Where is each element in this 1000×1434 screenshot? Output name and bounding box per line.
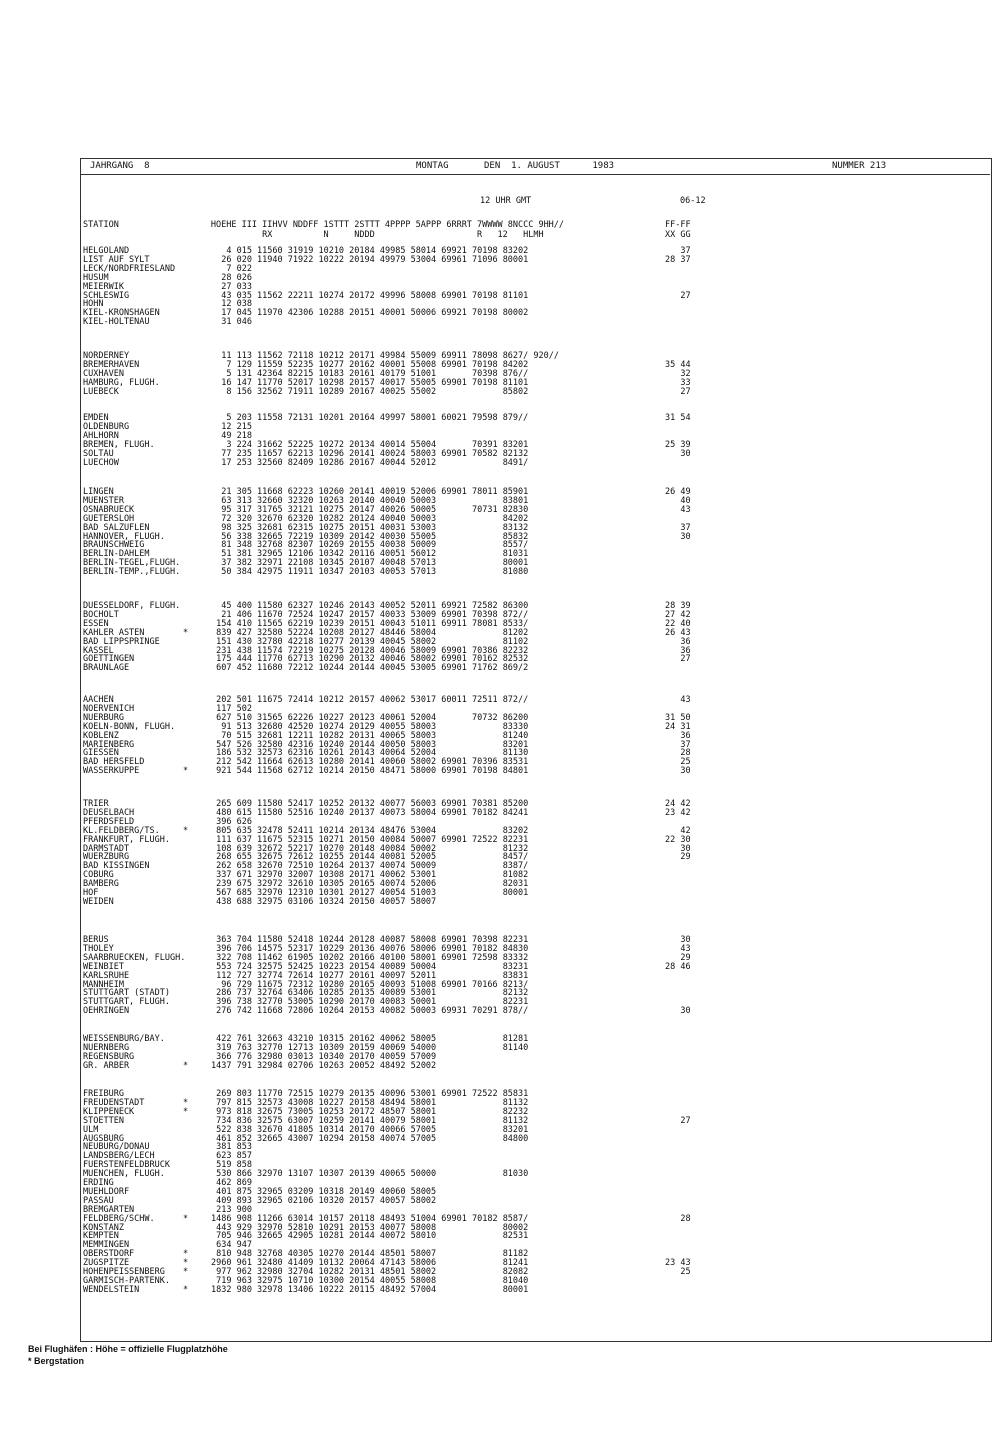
- station-name: AHLHORN: [83, 430, 119, 441]
- station-name: BAMBERG: [83, 879, 119, 890]
- observation-record: 21 406 11670 72524 10247 20157 40033 53009 69901 70398 872//: [211, 609, 529, 620]
- station-row: [83, 664, 983, 673]
- observation-record: 202 501 11675 72414 10212 20157 40062 53017 60011 72511 872//: [211, 695, 529, 705]
- station-name: LIST AUF SYLT: [83, 254, 150, 265]
- observation-record: 265 609 11580 52417 10252 20132 40077 56003 69901 70381 85200: [211, 799, 529, 809]
- station-name: KL.FELDBERG/TS.: [83, 825, 160, 836]
- station-name: HOHENPEISSENBERG: [83, 1267, 165, 1277]
- station-name: NORDERNEY: [83, 351, 130, 361]
- wind-gust: 22 40: [665, 618, 691, 629]
- station-name: AACHEN: [83, 695, 114, 705]
- observation-record: 443 929 32970 52810 10291 20153 40077 58008 80002: [211, 1222, 529, 1233]
- wind-gust: 28 46: [665, 961, 691, 972]
- station-name: FUERSTENFELDBRUCK: [83, 1160, 170, 1171]
- mountain-marker: *: [183, 1284, 189, 1295]
- station-name: BAD KISSINGEN: [83, 861, 150, 872]
- station-name: ULM: [83, 1124, 99, 1135]
- station-name: BERLIN-TEGEL,FLUGH.: [83, 558, 181, 569]
- mountain-marker: *: [183, 1249, 189, 1260]
- column-header-line2: RX N NDDD R 12 HLMH: [83, 230, 544, 240]
- station-name: GARMISCH-PARTENK.: [83, 1275, 170, 1286]
- observation-record: 401 875 32965 03209 10318 20149 40060 58005: [211, 1186, 437, 1197]
- observation-record: 108 639 32672 52217 10270 20148 40084 50002 81232: [211, 843, 529, 854]
- observation-record: 5 131 42364 82215 10183 20161 40179 51001 70398 876//: [211, 368, 529, 379]
- station-name: DUESSELDORF, FLUGH.: [83, 601, 181, 611]
- observation-record: 269 803 11770 72515 10279 20135 40096 53001 69901 72522 85831: [211, 1089, 529, 1099]
- observation-record: 63 313 32660 32320 10263 20140 40040 50003 83801: [211, 495, 529, 506]
- station-row: [83, 767, 983, 776]
- column-header-gg: XX GG: [665, 230, 691, 240]
- observation-record: 734 836 32575 63007 10259 20141 40079 58001 81132: [211, 1115, 529, 1126]
- mountain-marker: *: [183, 1267, 189, 1277]
- station-name: GOETTINGEN: [83, 654, 135, 665]
- observation-record: 262 658 32670 72510 10264 20137 40074 50009 8387/: [211, 861, 529, 872]
- wind-gust: 28 37: [665, 254, 691, 265]
- observation-record: 51 381 32965 12106 10342 20116 40051 56012 81031: [211, 549, 529, 560]
- station-name: KOELN-BONN, FLUGH.: [83, 721, 176, 732]
- wind-gust: 28 39: [665, 601, 691, 611]
- station-name: WUERZBURG: [83, 852, 130, 863]
- mountain-marker: *: [183, 627, 189, 638]
- observation-record: 117 502: [211, 703, 252, 714]
- station-name: WEISSENBURG/BAY.: [83, 1034, 165, 1044]
- station-name: HAMBURG, FLUGH.: [83, 377, 160, 388]
- observation-record: 322 708 11462 61905 10202 20166 40100 58001 69901 72598 83332: [211, 952, 529, 963]
- observation-record: 627 510 31565 62226 10227 20123 40061 52004 70732 86200: [211, 712, 529, 723]
- observation-record: 480 615 11580 52516 10240 20137 40073 58004 69901 70182 84241: [211, 807, 529, 818]
- station-name: MEMMINGEN: [83, 1240, 130, 1251]
- mountain-marker: *: [183, 825, 189, 836]
- wind-gust: 27: [665, 386, 691, 397]
- observation-record: 11 113 11562 72118 10212 20171 49984 55009 69911 78098 8627/ 920//: [211, 351, 559, 361]
- observation-record: 567 685 32970 12310 10301 20127 40054 51003 80001: [211, 888, 529, 898]
- station-name: BERUS: [83, 935, 109, 945]
- station-name: LECK/NORDFRIESLAND: [83, 263, 176, 274]
- observation-record: 231 438 11574 72219 10275 20128 40046 58009 69901 70386 82232: [211, 645, 529, 656]
- observation-record: 522 838 32670 41805 10314 20170 40066 57005 83201: [211, 1124, 529, 1135]
- observation-record: 337 671 32970 32007 10308 20171 40062 53001 81082: [211, 870, 529, 881]
- observation-record: 276 742 11668 72806 10264 20153 40082 50003 69931 70291 878//: [211, 1006, 529, 1017]
- station-name: KIEL-KRONSHAGEN: [83, 308, 160, 319]
- station-name: MEIERWIK: [83, 281, 124, 292]
- station-name: LUECHOW: [83, 457, 119, 468]
- mountain-marker: *: [183, 766, 189, 777]
- observation-record: 381 853: [211, 1142, 252, 1153]
- footnote-airports: Bei Flughäfen : Höhe = offizielle Flugplatzhöhe: [28, 1344, 228, 1354]
- observation-record: 98 325 32681 62315 10275 20151 40031 53003 83132: [211, 522, 529, 533]
- observation-record: 547 526 32580 42316 10240 20144 40050 58003 83201: [211, 739, 529, 750]
- observation-record: 72 320 32670 62320 10282 20124 40040 50003 84202: [211, 513, 529, 524]
- wind-gust: 40: [665, 495, 691, 506]
- observation-record: 37 382 32971 22108 10345 20107 40048 57013 80001: [211, 558, 529, 569]
- station-name: WEIDEN: [83, 896, 114, 907]
- observation-record: 17 253 32560 82409 10286 20167 40044 52012 8491/: [211, 457, 529, 468]
- station-name: PFERDSFELD: [83, 816, 135, 827]
- observation-record: 77 235 11657 62213 10296 20141 40024 58003 69901 70582 82132: [211, 448, 529, 459]
- wind-gust: 33: [665, 377, 691, 388]
- station-name: KIEL-HOLTENAU: [83, 317, 150, 328]
- station-name: MUEHLDORF: [83, 1186, 130, 1197]
- station-name: STUTTGART, FLUGH.: [83, 997, 170, 1008]
- observation-record: 212 542 11664 62613 10280 20141 40060 58002 69901 70396 83531: [211, 757, 529, 768]
- wind-gust: 35 44: [665, 359, 691, 370]
- station-name: BREMEN, FLUGH.: [83, 439, 155, 450]
- station-row: [83, 568, 983, 577]
- station-name: WENDELSTEIN: [83, 1284, 140, 1295]
- station-name: THOLEY: [83, 943, 114, 954]
- station-name: LUEBECK: [83, 386, 119, 397]
- observation-record: 1486 908 11266 63014 10157 20118 48493 51004 69901 70182 8587/: [211, 1213, 529, 1224]
- wind-gust: 32: [665, 368, 691, 379]
- station-name: NUERBURG: [83, 712, 124, 723]
- observation-record: 56 338 32665 72219 10309 20142 40030 55005 85832: [211, 531, 529, 542]
- wind-gust: 27: [665, 290, 691, 301]
- observation-record: 112 727 32774 72614 10277 20161 40097 52011 83831: [211, 970, 529, 981]
- observation-record: 7 129 11559 52235 10277 20162 40001 55008 69901 70198 84202: [211, 359, 529, 370]
- observation-record: 1437 791 32984 02706 10263 20052 48492 52002: [211, 1060, 437, 1071]
- observation-record: 977 962 32980 32704 10282 20131 48501 58002 82082: [211, 1267, 529, 1277]
- station-name: NOERVENICH: [83, 703, 135, 714]
- station-name: FREIBURG: [83, 1089, 124, 1099]
- station-name: FRANKFURT, FLUGH.: [83, 834, 170, 845]
- wind-gust: 28: [665, 748, 691, 759]
- wind-gust: 36: [665, 636, 691, 647]
- station-name: KASSEL: [83, 645, 114, 656]
- wind-gust: 30: [665, 843, 691, 854]
- station-name: HOHN: [83, 299, 104, 310]
- station-name: REGENSBURG: [83, 1051, 135, 1062]
- station-name: NEUBURG/DONAU: [83, 1142, 150, 1153]
- station-name: KONSTANZ: [83, 1222, 124, 1233]
- wind-gust: 36: [665, 645, 691, 656]
- observation-record: 16 147 11770 52017 10298 20157 40017 55005 69901 70198 81101: [211, 377, 529, 388]
- observation-record: 438 688 32975 03106 10324 20150 40057 58007: [211, 896, 437, 907]
- observation-record: 154 410 11565 62219 10239 20151 40043 51011 69911 78081 8533/: [211, 618, 529, 629]
- observation-record: 462 869: [211, 1178, 252, 1188]
- wind-gust: 25: [665, 1267, 691, 1277]
- station-name: BERLIN-TEMP.,FLUGH.: [83, 567, 181, 578]
- header-nummer: NUMMER 213: [832, 161, 887, 171]
- wind-gust: 27: [665, 654, 691, 665]
- station-name: TRIER: [83, 799, 109, 809]
- mountain-marker: *: [183, 1258, 189, 1269]
- station-name: BRAUNLAGE: [83, 663, 130, 674]
- observation-record: 213 900: [211, 1204, 252, 1215]
- wind-gust: 43: [665, 504, 691, 515]
- observation-time: 12 UHR GMT: [480, 196, 532, 206]
- station-name: SOLTAU: [83, 448, 114, 459]
- wind-gust: 26 49: [665, 487, 691, 497]
- observation-record: 96 729 11675 72312 10280 20165 40093 51008 69901 70166 8213/: [211, 979, 529, 990]
- station-name: AUGSBURG: [83, 1133, 124, 1144]
- observation-record: 1832 980 32978 13406 10222 20115 48492 57004 80001: [211, 1284, 529, 1295]
- observation-record: 27 033: [211, 281, 252, 292]
- observation-record: 530 866 32970 13107 10307 20139 40065 50000 81030: [211, 1169, 529, 1180]
- station-name: BRAUNSCHWEIG: [83, 540, 145, 551]
- footnote-mountain: * Bergstation: [28, 1356, 85, 1366]
- wind-gust: 25 39: [665, 439, 691, 450]
- station-name: MUENCHEN, FLUGH.: [83, 1169, 165, 1180]
- station-name: BREMGARTEN: [83, 1204, 135, 1215]
- station-name: KARLSRUHE: [83, 970, 130, 981]
- observation-record: 810 948 32768 40305 10270 20144 48501 58007 81182: [211, 1249, 529, 1260]
- station-name: OBERSTDORF: [83, 1249, 135, 1260]
- observation-record: 319 763 32770 12713 10309 20159 40069 54000 81140: [211, 1042, 529, 1053]
- observation-record: 366 776 32980 03013 10340 20170 40059 57009: [211, 1051, 437, 1062]
- station-name: ZUGSPITZE: [83, 1258, 130, 1269]
- wind-gust: 22 30: [665, 834, 691, 845]
- station-name: EMDEN: [83, 413, 109, 423]
- station-name: LINGEN: [83, 487, 114, 497]
- station-row: [83, 1007, 983, 1016]
- observation-record: 719 963 32975 10710 10300 20154 40055 58008 81040: [211, 1275, 529, 1286]
- header-bar: [80, 158, 990, 175]
- wind-gust: 43: [665, 943, 691, 954]
- wind-gust: 30: [665, 1006, 691, 1017]
- station-name: WEINBIET: [83, 961, 124, 972]
- wind-gust: 23 43: [665, 1258, 691, 1269]
- observation-record: 268 655 32675 72612 10255 20144 40081 52005 8457/: [211, 852, 529, 863]
- header-date: DEN 1. AUGUST 1983: [484, 161, 615, 171]
- wind-gust: 31 50: [665, 712, 691, 723]
- observation-record: 396 626: [211, 816, 252, 827]
- wind-gust: 37: [665, 522, 691, 533]
- header-jahrgang: JAHRGANG 8: [90, 161, 150, 171]
- period-label: 06-12: [680, 196, 706, 206]
- station-name: PASSAU: [83, 1195, 114, 1206]
- observation-record: 623 857: [211, 1151, 252, 1162]
- observation-record: 839 427 32580 52224 10208 20127 48446 58004 81202: [211, 627, 529, 638]
- station-name: BAD HERSFELD: [83, 757, 145, 768]
- station-row: [83, 318, 983, 327]
- station-name: OEHRINGEN: [83, 1006, 130, 1017]
- wind-gust: 24 42: [665, 799, 691, 809]
- observation-record: 31 046: [211, 317, 252, 328]
- column-header-ff: FF-FF: [665, 220, 691, 230]
- observation-record: 4 015 11560 31919 10210 20184 49985 58014 69921 70198 83202: [211, 246, 529, 256]
- wind-gust: 26 43: [665, 627, 691, 638]
- station-name: ESSEN: [83, 618, 109, 629]
- observation-record: 28 026: [211, 272, 252, 283]
- observation-record: 705 946 32665 42905 10281 20144 40072 58010 82531: [211, 1231, 529, 1242]
- station-row: [83, 1286, 983, 1295]
- wind-gust: 30: [665, 766, 691, 777]
- observation-record: 12 038: [211, 299, 252, 310]
- mountain-marker: *: [183, 1097, 189, 1108]
- observation-record: 286 737 32764 63406 10285 20135 40089 53001 82132: [211, 988, 529, 999]
- station-name: GR. ARBER: [83, 1060, 130, 1071]
- station-name: CUXHAVEN: [83, 368, 124, 379]
- wind-gust: 24 31: [665, 721, 691, 732]
- station-name: OLDENBURG: [83, 421, 130, 432]
- station-name: MANNHEIM: [83, 979, 124, 990]
- observation-record: 363 704 11580 52418 10244 20128 40087 58008 69901 70398 82231: [211, 935, 529, 945]
- observation-record: 8 156 32562 71911 10289 20167 40025 55002 85802: [211, 386, 529, 397]
- observation-record: 45 400 11580 62327 10246 20143 40052 52011 69921 72582 86300: [211, 601, 529, 611]
- wind-gust: 25: [665, 757, 691, 768]
- observation-record: 50 384 42975 11911 10347 20103 40053 57013 81080: [211, 567, 529, 578]
- observation-record: 81 348 32768 82307 10269 20155 40038 50009 8557/: [211, 540, 529, 551]
- observation-record: 973 818 32675 73005 10253 20172 48507 58001 82232: [211, 1106, 529, 1117]
- station-name: STUTTGART (STADT): [83, 988, 170, 999]
- mountain-marker: *: [183, 1213, 189, 1224]
- station-name: BAD LIPPSPRINGE: [83, 636, 160, 647]
- station-name: BERLIN-DAHLEM: [83, 549, 150, 560]
- wind-gust: 30: [665, 531, 691, 542]
- observation-record: 186 532 32573 62316 10261 20143 40064 52004 81130: [211, 748, 529, 759]
- wind-gust: 37: [665, 739, 691, 750]
- observation-record: 422 761 32663 43210 10315 20162 40062 58005 81281: [211, 1034, 529, 1044]
- wind-gust: 27 42: [665, 609, 691, 620]
- station-name: KOBLENZ: [83, 730, 119, 741]
- observation-record: 175 444 11770 62713 10290 20132 40046 58002 69901 70162 82532: [211, 654, 529, 665]
- station-name: HANNOVER, FLUGH.: [83, 531, 165, 542]
- observation-record: 409 893 32965 02106 10320 20157 40057 58002: [211, 1195, 437, 1206]
- station-name: SAARBRUECKEN, FLUGH.: [83, 952, 186, 963]
- station-name: KEMPTEN: [83, 1231, 119, 1242]
- observation-record: 91 513 32680 42520 10274 20129 40055 58003 83330: [211, 721, 529, 732]
- station-name: STOETTEN: [83, 1115, 124, 1126]
- station-name: HELGOLAND: [83, 246, 130, 256]
- observation-record: 5 203 11558 72131 10201 20164 49997 58001 60021 79598 879//: [211, 413, 529, 423]
- station-name: GUETERSLOH: [83, 513, 135, 524]
- observation-record: 12 215: [211, 421, 252, 432]
- observation-record: 519 858: [211, 1160, 252, 1171]
- mountain-marker: *: [183, 1106, 189, 1117]
- station-row: [83, 459, 983, 468]
- observation-record: 553 724 32575 52425 10223 20154 40089 50004 83231: [211, 961, 529, 972]
- observation-record: 26 020 11940 71922 10222 20194 49979 53004 69961 71096 80001: [211, 254, 529, 265]
- station-row: [83, 1062, 983, 1071]
- station-name: MARIENBERG: [83, 739, 135, 750]
- wind-gust: 23 42: [665, 807, 691, 818]
- station-name: MUENSTER: [83, 495, 124, 506]
- station-name: FREUDENSTADT: [83, 1097, 145, 1108]
- station-name: COBURG: [83, 870, 114, 881]
- observation-record: 21 305 11668 62223 10260 20141 40019 52006 69901 78011 85901: [211, 487, 529, 497]
- wind-gust: 30: [665, 935, 691, 945]
- observation-record: 3 224 31662 52225 10272 20134 40014 55004 70391 83201: [211, 439, 529, 450]
- observation-record: 151 430 32780 42218 10277 20139 40045 58002 81102: [211, 636, 529, 647]
- wind-gust: 30: [665, 448, 691, 459]
- observation-record: 805 635 32478 52411 10214 20134 48476 53004 83202: [211, 825, 529, 836]
- observation-record: 95 317 31765 32121 10275 20147 40026 50005 70731 82830: [211, 504, 529, 515]
- station-name: KLIPPENECK: [83, 1106, 135, 1117]
- header-day: MONTAG: [416, 161, 449, 171]
- wind-gust: 31 54: [665, 413, 691, 423]
- wind-gust: 43: [665, 695, 691, 705]
- column-header-line1: STATION HOEHE III IIHVV NDDFF 1STTT 2STTT 4PPPP 5APPP 6RRRT 7WWWW 8NCCC 9HH//: [83, 220, 565, 230]
- station-name: ERDING: [83, 1178, 114, 1188]
- observation-record: 7 022: [211, 263, 252, 274]
- wind-gust: 42: [665, 825, 691, 836]
- observation-record: 634 947: [211, 1240, 252, 1251]
- station-name: BAD SALZUFLEN: [83, 522, 150, 533]
- station-name: NUERNBERG: [83, 1042, 130, 1053]
- observation-record: 239 675 32972 32610 10305 20165 40074 52006 82031: [211, 879, 529, 890]
- observation-record: 43 035 11562 22211 10274 20172 49996 58008 69901 70198 81101: [211, 290, 529, 301]
- observation-record: 111 637 11675 52315 10271 20150 40084 50007 69901 72522 82231: [211, 834, 529, 845]
- station-name: DARMSTADT: [83, 843, 130, 854]
- station-name: DEUSELBACH: [83, 807, 135, 818]
- observation-record: 49 218: [211, 430, 252, 441]
- station-name: SCHLESWIG: [83, 290, 130, 301]
- station-name: BOCHOLT: [83, 609, 119, 620]
- wind-gust: 29: [665, 852, 691, 863]
- observation-record: 396 706 14575 52317 10229 20136 40076 58006 69901 70182 84830: [211, 943, 529, 954]
- station-name: LANDSBERG/LECH: [83, 1151, 155, 1162]
- wind-gust: 29: [665, 952, 691, 963]
- station-name: HOF: [83, 888, 99, 898]
- observation-record: 17 045 11970 42306 10288 20151 40001 50006 69921 70198 80002: [211, 308, 529, 319]
- mountain-marker: *: [183, 1060, 189, 1071]
- observation-record: 70 515 32681 12211 10282 20131 40065 58003 81240: [211, 730, 529, 741]
- station-row: [83, 388, 983, 397]
- observation-record: 2960 961 32480 41409 10132 20064 47143 58006 81241: [211, 1258, 529, 1269]
- station-name: BREMERHAVEN: [83, 359, 140, 370]
- observation-record: 461 852 32665 43007 10294 20158 40074 57005 84800: [211, 1133, 529, 1144]
- station-name: KAHLER ASTEN: [83, 627, 145, 638]
- station-name: GIESSEN: [83, 748, 119, 759]
- observation-record: 921 544 11568 62712 10214 20150 48471 58000 69901 70198 84801: [211, 766, 529, 777]
- observation-record: 396 738 32770 53005 10290 20170 40083 50001 82231: [211, 997, 529, 1008]
- station-name: HUSUM: [83, 272, 109, 283]
- station-name: FELDBERG/SCHW.: [83, 1213, 155, 1224]
- wind-gust: 37: [665, 246, 691, 256]
- station-name: WASSERKUPPE: [83, 766, 140, 777]
- observation-record: 797 815 32573 43008 10227 20158 48494 58001 81132: [211, 1097, 529, 1108]
- wind-gust: 27: [665, 1115, 691, 1126]
- observation-record: 607 452 11680 72212 10244 20144 40045 53005 69901 71762 869/2: [211, 663, 529, 674]
- station-name: OSNABRUECK: [83, 504, 135, 515]
- wind-gust: 28: [665, 1213, 691, 1224]
- station-row: [83, 898, 983, 907]
- wind-gust: 36: [665, 730, 691, 741]
